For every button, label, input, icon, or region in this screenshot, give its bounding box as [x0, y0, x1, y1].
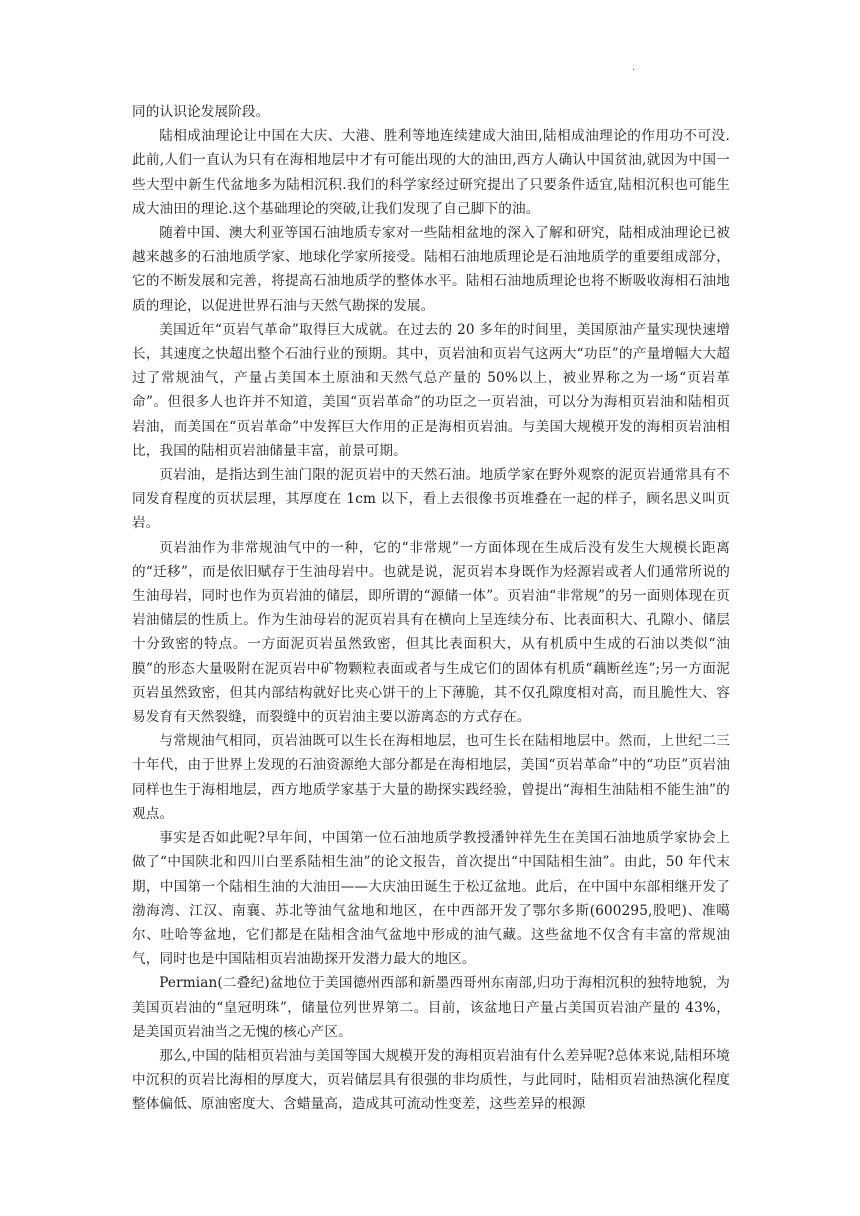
corner-mark: . — [632, 62, 636, 73]
paragraph-continued: 同的认识论发展阶段。 — [132, 104, 270, 120]
paragraph-differences: 那么,中国的陆相页岩油与美国等国大规模开发的海相页岩油有什么差异呢?总体来说,陆相环境中沉积的页岩比海相的厚度大，页岩储层具有很强的非均质性，与此同时，陆相页岩油热演化程度整体偏低、原油密度大、含蜡量高，造成其可流动性变差，这些差异的根源 — [132, 1047, 730, 1113]
paragraph-marine-vs-continental: 与常规油气相同，页岩油既可以生长在海相地层，也可生长在陆相地层中。然而，上世纪二三十年代，由于世界上发现的石油资源绝大部分都是在海相地层，美国“页岩革命”中的“功臣”页岩油同样也生于海相地层，西方地质学家基于大量的勘探实践经验，曾提出“海相生油陆相不能生油”的观点。 — [132, 733, 730, 822]
paragraph-shale-revolution: 美国近年“页岩气革命”取得巨大成就。在过去的 20 多年的时间里，美国原油产量实现快速增长，其速度之快超出整个石油行业的预期。其中，页岩油和页岩气这两大“功臣”的产量增幅大大超过了常规油气，产量占美国本土原油和天然气总产量的 50%以上，被业界称之为一场“页岩革命”。但很多人也许并不知道，美国“页岩革命”的功臣之一页岩油，可以分为海相页岩油和陆相页岩油，而美国在“页岩革命”中发挥巨大作用的正是海相页岩油。与美国大规模开发的海相页岩油相比，我国的陆相页岩油储量丰富，前景可期。 — [132, 321, 730, 459]
paragraph-chinese-discovery: 事实是否如此呢?早年间，中国第一位石油地质学教授潘钟祥先生在美国石油地质学家协会上做了“中国陕北和四川白垩系陆相生油”的论文报告，首次提出“中国陆相生油”。由此，50 年代末期，中国第一个陆相生油的大油田——大庆油田诞生于松辽盆地。此后，在中国中东部相继开发了渤海湾、江汉、南襄、苏北等油气盆地和地区，在中西部开发了鄂尔多斯(600295,股吧)、准噶尔、吐哈等盆地，它们都是在陆相含油气盆地中形成的油气藏。这些盆地不仅含有丰富的常规油气，同时也是中国陆相页岩油勘探开发潜力最大的地区。 — [132, 830, 730, 968]
paragraph-shale-oil-definition: 页岩油，是指达到生油门限的泥页岩中的天然石油。地质学家在野外观察的泥页岩通常具有不同发育程度的页状层理，其厚度在 1cm 以下，看上去很像书页堆叠在一起的样子，顾名思义叫页岩。 — [132, 467, 730, 532]
paragraph-permian-basin: Permian(二叠纪)盆地位于美国德州西部和新墨西哥州东南部,归功于海相沉积的独特地貌，为美国页岩油的“皇冠明珠”，储量位列世界第二。目前，该盆地日产量占美国页岩油产量的 43%，是美国页岩油当之无愧的核心产区。 — [132, 975, 730, 1040]
document-body — [132, 100, 730, 1117]
paragraph-continental-oil-theory: 陆相成油理论让中国在大庆、大港、胜利等地连续建成大油田,陆相成油理论的作用功不可没.此前,人们一直认为只有在海相地层中才有可能出现的大的油田,西方人确认中国贫油,就因为中国一些大型中新生代盆地多为陆相沉积.我们的科学家经过研究提出了只要条件适宜,陆相沉积也可能生成大油田的理论.这个基础理论的突破,让我们发现了自己脚下的油。 — [132, 128, 730, 217]
paragraph-theory-acceptance: 随着中国、澳大利亚等国石油地质专家对一些陆相盆地的深入了解和研究，陆相成油理论已被越来越多的石油地质学家、地球化学家所接受。陆相石油地质理论是石油地质学的重要组成部分，它的不断发展和完善，将提高石油地质学的整体水平。陆相石油地质理论也将不断吸收海相石油地质的理论，以促进世界石油与天然气勘探的发展。 — [132, 225, 730, 314]
paragraph-unconventional: 页岩油作为非常规油气中的一种，它的“非常规”一方面体现在生成后没有发生大规模长距离的“迁移”，而是依旧赋存于生油母岩中。也就是说，泥页岩本身既作为烃源岩或者人们通常所说的生油母岩，同时也作为页岩油的储层，即所谓的“源储一体”。页岩油“非常规”的另一面则体现在页岩油储层的性质上。作为生油母岩的泥页岩具有在横向上呈连续分布、比表面积大、孔隙小、储层十分致密的特点。一方面泥页岩虽然致密，但其比表面积大，从有机质中生成的石油以类似“油膜”的形态大量吸附在泥页岩中矿物颗粒表面或者与生成它们的固体有机质“藕断丝连”;另一方面泥页岩虽然致密，但其内部结构就好比夹心饼干的上下薄脆，其不仅孔隙度相对高，而且脆性大、容易发育有天然裂缝，而裂缝中的页岩油主要以游离态的方式存在。 — [132, 539, 730, 726]
